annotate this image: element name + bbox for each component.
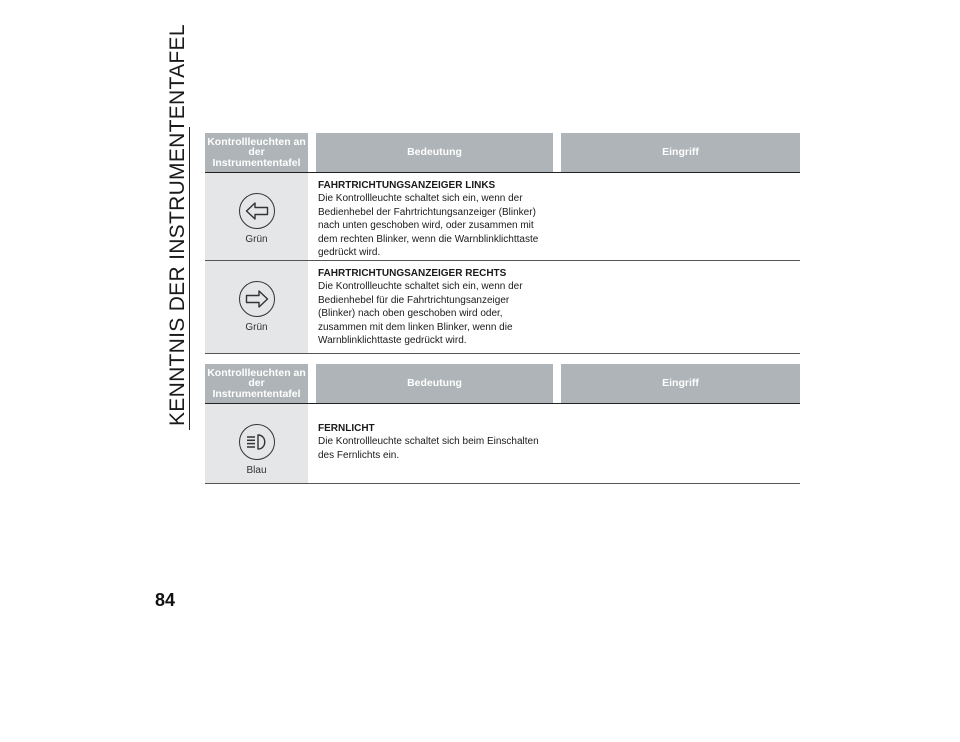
- header-meaning: Bedeutung: [316, 364, 553, 403]
- indicator-cell: [205, 173, 308, 260]
- high-beam-icon: [239, 424, 275, 460]
- action-cell: [553, 261, 800, 353]
- table-row: [205, 173, 800, 261]
- indicator-cell: [205, 261, 308, 353]
- table-header: [205, 133, 800, 173]
- indicator-cell: [205, 404, 308, 483]
- indicator-title: FAHRTRICHTUNGSANZEIGER RECHTS: [318, 268, 507, 279]
- indicator-table-1: [205, 133, 800, 354]
- indicator-color-label: Grün: [245, 234, 268, 245]
- meaning-cell: [308, 261, 553, 353]
- page-number: 84: [155, 590, 176, 610]
- action-cell: [553, 173, 800, 260]
- table-row: [205, 404, 800, 484]
- section-divider: [189, 127, 190, 430]
- header-indicators: Kontrollleuchten an der Instrumententafel: [205, 364, 308, 403]
- indicator-table-2: [205, 364, 800, 484]
- header-action: Eingriff: [561, 133, 800, 172]
- action-cell: [553, 404, 800, 483]
- turn-signal-right-icon: [239, 281, 275, 317]
- turn-signal-left-icon: [239, 193, 275, 229]
- indicator-title: FAHRTRICHTUNGSANZEIGER LINKS: [318, 180, 496, 191]
- indicator-title: FERNLICHT: [318, 423, 375, 434]
- indicator-description: Die Kontrollleuchte schaltet sich beim Einschalten des Fernlichts ein.: [318, 436, 539, 461]
- indicator-color-label: Grün: [245, 322, 268, 333]
- indicator-description: Die Kontrollleuchte schaltet sich ein, wenn der Bedienhebel für die Fahrtrichtungsanzeiger (Blinker) nach oben geschoben wird oder, zusammen mit dem linken Blinker, wenn die Warnblinklichttaste gedrückt wird.: [318, 281, 523, 347]
- header-indicators: Kontrollleuchten an der Instrumententafel: [205, 133, 308, 172]
- table-header: [205, 364, 800, 404]
- indicator-description: Die Kontrollleuchte schaltet sich ein, wenn der Bedienhebel der Fahrtrichtungsanzeiger (Blinker) nach unten geschoben wird, oder zusammen mit dem rechten Blinker, wenn die Warnblinklichttaste gedrückt wird.: [318, 193, 539, 259]
- table-row: [205, 261, 800, 354]
- indicator-color-label: Blau: [246, 465, 267, 476]
- section-title: KENNTNIS DER INSTRUMENTENTAFEL: [166, 24, 189, 426]
- header-meaning: Bedeutung: [316, 133, 553, 172]
- header-action: Eingriff: [561, 364, 800, 403]
- meaning-cell: [308, 173, 553, 260]
- meaning-cell: [308, 404, 553, 483]
